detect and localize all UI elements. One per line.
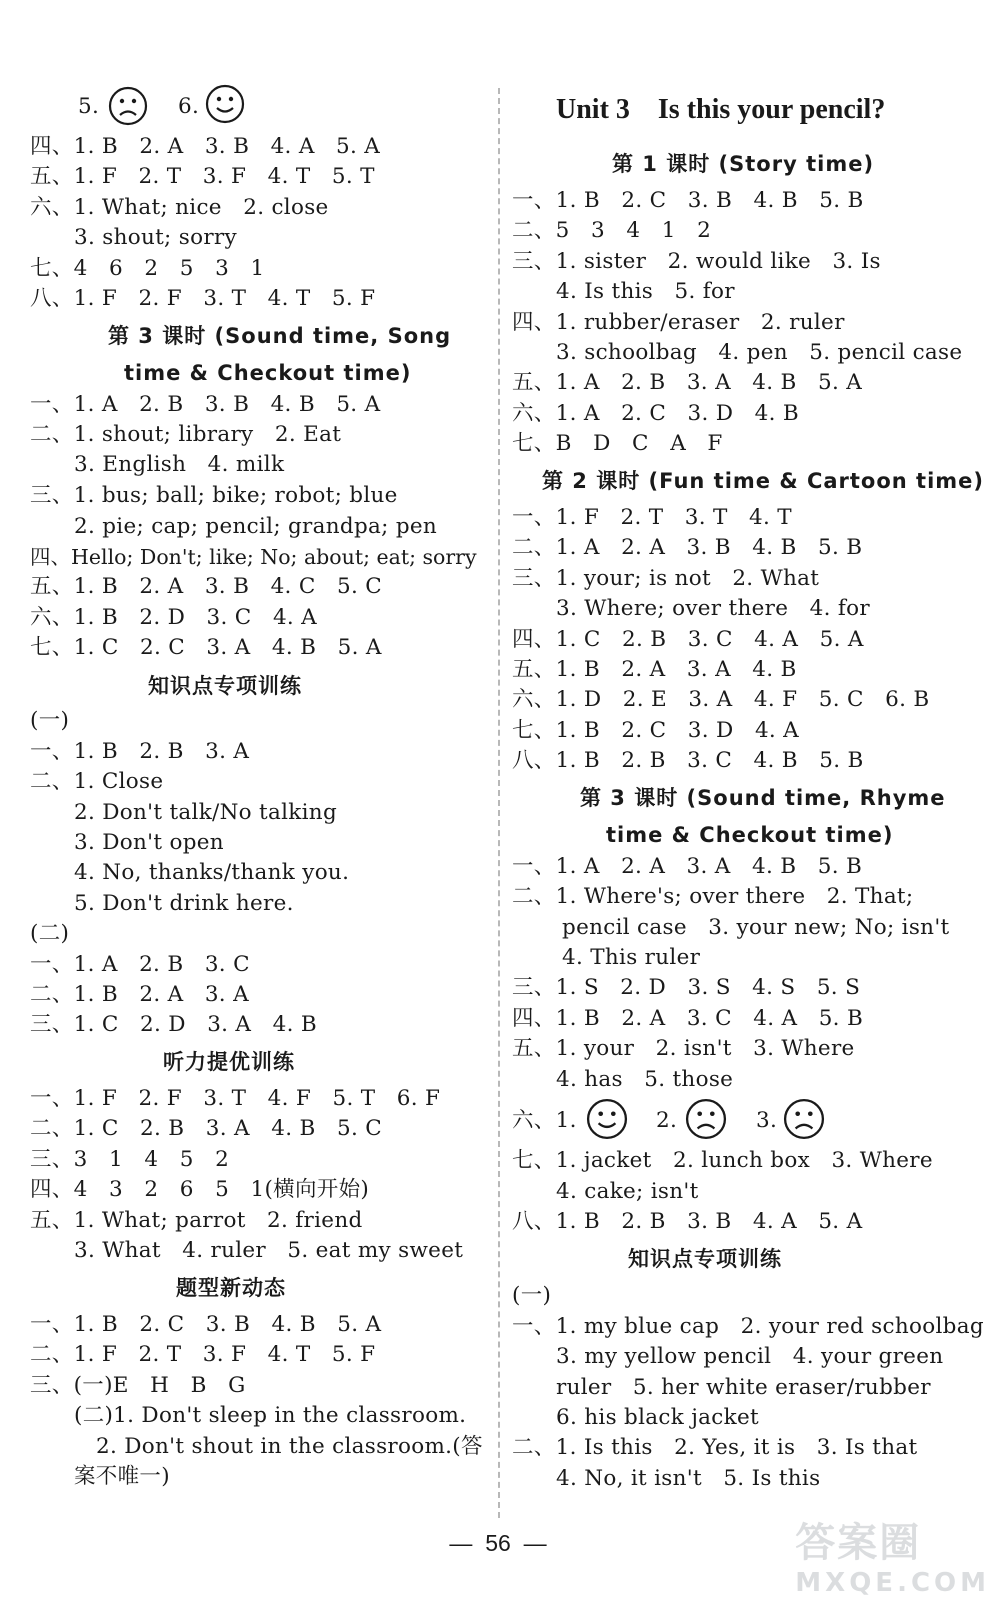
answer-label: 6. — [178, 94, 200, 119]
answer-line: 二、1. Close — [30, 769, 164, 794]
answer-line: 四、1. B 2. A 3. C 4. A 5. B — [512, 1006, 864, 1031]
unit-title: Unit 3 Is this your pencil? — [556, 94, 886, 125]
answer-label: 六、1. — [512, 1108, 577, 1133]
answer-line: 六、1. B 2. D 3. C 4. A — [30, 605, 318, 630]
answer-line: 三、1. S 2. D 3. S 4. S 5. S — [512, 975, 861, 1000]
answer-line: 2. Don't talk/No talking — [74, 800, 338, 825]
answer-line: 3. schoolbag 4. pen 5. pencil case — [556, 340, 963, 365]
answer-line: 三、3 1 4 5 2 — [30, 1147, 230, 1172]
answer-line: 二、1. A 2. A 3. B 4. B 5. B — [512, 535, 863, 560]
answer-label: 3. — [756, 1108, 778, 1133]
answer-line: 四、1. B 2. A 3. B 4. A 5. A — [30, 134, 381, 159]
answer-line: 二、1. C 2. B 3. A 4. B 5. C — [30, 1116, 382, 1141]
answer-line: 5. Don't drink here. — [74, 891, 294, 916]
answer-line: 八、1. B 2. B 3. C 4. B 5. B — [512, 748, 864, 773]
answer-label: 5. — [78, 94, 100, 119]
section-heading: 知识点专项训练 — [628, 1247, 782, 1271]
answer-line: 二、1. Where's; over there 2. That; — [512, 884, 914, 909]
answer-line: 2. pie; cap; pencil; grandpa; pen — [74, 514, 438, 539]
answer-line: (二)1. Don't sleep in the classroom. — [74, 1403, 467, 1428]
answer-line: pencil case 3. your new; No; isn't — [562, 915, 950, 940]
answer-line: 二、1. Is this 2. Yes, it is 3. Is that — [512, 1435, 918, 1460]
answer-line: 4. No, it isn't 5. Is this — [556, 1466, 821, 1491]
sad-face-icon — [783, 1098, 825, 1140]
answer-line: 3. Where; over there 4. for — [556, 596, 870, 621]
happy-face-icon — [205, 84, 245, 124]
answer-line: 六、1. What; nice 2. close — [30, 195, 329, 220]
answer-line: 五、1. What; parrot 2. friend — [30, 1208, 363, 1233]
answer-line: 二、1. F 2. T 3. F 4. T 5. F — [30, 1342, 376, 1367]
answer-line: 三、1. your; is not 2. What — [512, 566, 820, 591]
answer-line: 4. No, thanks/thank you. — [74, 860, 350, 885]
answer-line: 一、1. my blue cap 2. your red schoolbag — [512, 1314, 984, 1339]
section-heading: 听力提优训练 — [163, 1050, 295, 1074]
answer-line: 三、1. sister 2. would like 3. Is — [512, 249, 881, 274]
answer-line: 五、1. B 2. A 3. B 4. C 5. C — [30, 574, 382, 599]
sad-face-icon — [108, 86, 148, 126]
section-heading: 第 1 课时 (Story time) — [612, 152, 875, 176]
answer-line: 一、1. B 2. C 3. B 4. B 5. B — [512, 188, 864, 213]
answer-line: 一、1. A 2. B 3. C — [30, 952, 250, 977]
sad-face-icon — [685, 1098, 727, 1140]
answer-line: 一、1. A 2. A 3. A 4. B 5. B — [512, 854, 863, 879]
section-heading: time & Checkout time) — [124, 361, 412, 385]
answer-line: 七、1. jacket 2. lunch box 3. Where — [512, 1148, 933, 1173]
answer-line: 七、B D C A F — [512, 431, 723, 456]
section-heading: time & Checkout time) — [606, 823, 894, 847]
answer-line: 二、1. shout; library 2. Eat — [30, 422, 342, 447]
answer-line: 3. What 4. ruler 5. eat my sweet — [74, 1238, 464, 1263]
page-number: — 56 — — [449, 1530, 547, 1556]
answer-line: 五、1. your 2. isn't 3. Where — [512, 1036, 855, 1061]
answer-label: 2. — [656, 1108, 678, 1133]
answer-line: 三、1. C 2. D 3. A 4. B — [30, 1012, 318, 1037]
answer-line: 4. This ruler — [562, 945, 701, 970]
answer-line: 3. Don't open — [74, 830, 224, 855]
answer-line: 四、1. C 2. B 3. C 4. A 5. A — [512, 627, 864, 652]
answer-line: 八、1. B 2. B 3. B 4. A 5. A — [512, 1209, 863, 1234]
answer-line: 五、1. A 2. B 3. A 4. B 5. A — [512, 370, 863, 395]
answer-line: 八、1. F 2. F 3. T 4. T 5. F — [30, 286, 376, 311]
part-label: (一) — [512, 1283, 552, 1308]
answer-line: 二、1. B 2. A 3. A — [30, 982, 249, 1007]
answer-line: 四、Hello; Don't; like; No; about; eat; sorry — [30, 545, 477, 569]
answer-line: 2. Don't shout in the classroom.(答 — [96, 1434, 483, 1459]
section-heading: 第 3 课时 (Sound time, Song — [108, 324, 452, 348]
section-heading: 第 2 课时 (Fun time & Cartoon time) — [542, 469, 985, 493]
answer-line: 七、4 6 2 5 3 1 — [30, 256, 265, 281]
answer-line: 六、1. D 2. E 3. A 4. F 5. C 6. B — [512, 687, 930, 712]
section-heading: 知识点专项训练 — [148, 674, 302, 698]
answer-line: 3. English 4. milk — [74, 452, 285, 477]
answer-line: 案不唯一) — [74, 1464, 170, 1489]
part-label: (一) — [30, 708, 70, 733]
answer-line: 七、1. B 2. C 3. D 4. A — [512, 718, 800, 743]
answer-line: 五、1. F 2. T 3. F 4. T 5. T — [30, 164, 375, 189]
answer-line: 3. my yellow pencil 4. your green — [556, 1344, 944, 1369]
answer-line: 一、1. B 2. B 3. A — [30, 739, 250, 764]
section-heading: 第 3 课时 (Sound time, Rhyme — [580, 786, 946, 810]
answer-line: 六、1. A 2. C 3. D 4. B — [512, 401, 800, 426]
answer-line: 二、5 3 4 1 2 — [512, 218, 712, 243]
answer-line: 五、1. B 2. A 3. A 4. B — [512, 657, 797, 682]
answer-line: 三、1. bus; ball; bike; robot; blue — [30, 483, 398, 508]
answer-line: 四、1. rubber/eraser 2. ruler — [512, 310, 845, 335]
answer-line: 七、1. C 2. C 3. A 4. B 5. A — [30, 635, 382, 660]
watermark-logo-text: 答案圈 — [795, 1520, 922, 1566]
column-divider — [498, 88, 500, 1518]
answer-line: 4. Is this 5. for — [556, 279, 735, 304]
answer-line: 4. cake; isn't — [556, 1179, 699, 1204]
answer-line: 一、1. A 2. B 3. B 4. B 5. A — [30, 392, 381, 417]
answer-line: 6. his black jacket — [556, 1405, 759, 1430]
happy-face-icon — [586, 1098, 628, 1140]
answer-line: 3. shout; sorry — [74, 225, 237, 250]
answer-line: 四、4 3 2 6 5 1(横向开始) — [30, 1177, 370, 1202]
section-heading: 题型新动态 — [176, 1276, 286, 1300]
answer-line: 三、(一)E H B G — [30, 1373, 246, 1398]
answer-line: 一、1. B 2. C 3. B 4. B 5. A — [30, 1312, 382, 1337]
part-label: (二) — [30, 921, 70, 946]
answer-line: 4. has 5. those — [556, 1067, 734, 1092]
answer-line: ruler 5. her white eraser/rubber — [556, 1375, 931, 1400]
answer-line: 一、1. F 2. F 3. T 4. F 5. T 6. F — [30, 1086, 441, 1111]
watermark-url: MXQE.COM — [795, 1568, 990, 1598]
answer-line: 一、1. F 2. T 3. T 4. T — [512, 505, 792, 530]
watermark — [795, 1511, 990, 1598]
